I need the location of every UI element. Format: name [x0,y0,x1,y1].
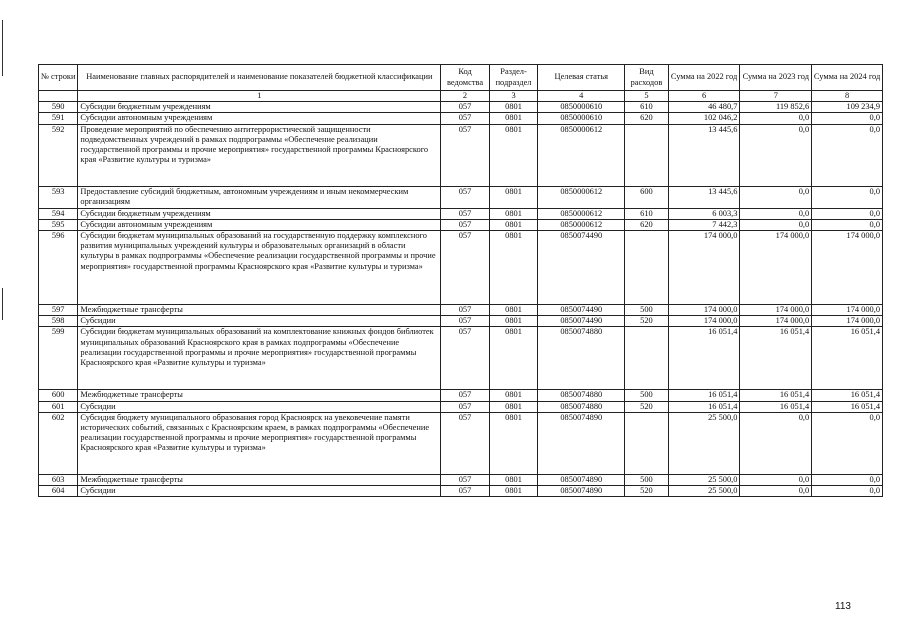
sum-2022-cell: 46 480,7 [668,102,740,113]
target-cell: 0850000612 [538,208,625,219]
row-name: Предоставление субсидий бюджетным, автономным учреждениям и иным некоммерческим организациям [78,186,441,208]
section-cell: 0801 [489,486,538,497]
expense-type-cell [625,231,668,305]
expense-type-cell [625,327,668,390]
column-index: 8 [812,91,883,102]
sum-2024-cell: 174 000,0 [812,305,883,316]
header-dept-code: Код ведомства [441,65,490,91]
sum-2024-cell: 0,0 [812,486,883,497]
row-name: Субсидии бюджетам муниципальных образований на комплектование книжных фондов библиотек муниципальных образований Красноярского края в рамках подпрограммы «Обеспечение реализации государственной программы и прочие мероприятия» государственной программы Красноярского края «Развитие культуры и туризма» [78,327,441,390]
dept-code-cell: 057 [441,474,490,485]
dept-code-cell: 057 [441,327,490,390]
sum-2022-cell: 25 500,0 [668,486,740,497]
section-cell: 0801 [489,305,538,316]
scan-edge-mark [2,20,3,76]
sum-2024-cell: 174 000,0 [812,316,883,327]
sum-2022-cell: 16 051,4 [668,390,740,401]
dept-code-cell: 057 [441,231,490,305]
sum-2024-cell: 16 051,4 [812,390,883,401]
sum-2023-cell: 174 000,0 [740,316,812,327]
row-name: Субсидии автономным учреждениям [78,219,441,230]
row-number: 599 [39,327,78,390]
row-name: Проведение мероприятий по обеспечению антитеррористической защищенности подведомственных учреждений в рамках подпрограммы «Обеспечение реализации государственной программы и прочие мероприятия» государственной программы Красноярского края «Развитие культуры и туризма» [78,124,441,186]
table-row [39,412,883,474]
sum-2023-cell: 174 000,0 [740,231,812,305]
sum-2023-cell: 16 051,4 [740,401,812,412]
row-name: Субсидии бюджетным учреждениям [78,208,441,219]
target-cell: 0850000612 [538,219,625,230]
table-header [39,65,883,91]
table-row [39,401,883,412]
sum-2022-cell: 7 442,3 [668,219,740,230]
row-name: Субсидии [78,316,441,327]
sum-2022-cell: 16 051,4 [668,327,740,390]
sum-2022-cell: 174 000,0 [668,305,740,316]
sum-2022-cell: 174 000,0 [668,231,740,305]
column-index: 1 [78,91,441,102]
expense-type-cell: 610 [625,208,668,219]
section-cell: 0801 [489,316,538,327]
expense-type-cell [625,412,668,474]
page-number: 113 [835,601,851,612]
row-name: Межбюджетные трансферты [78,305,441,316]
sum-2024-cell: 0,0 [812,412,883,474]
target-cell: 0850000610 [538,102,625,113]
row-number: 598 [39,316,78,327]
row-number: 595 [39,219,78,230]
sum-2023-cell: 0,0 [740,412,812,474]
sum-2023-cell: 16 051,4 [740,390,812,401]
dept-code-cell: 057 [441,102,490,113]
table-row [39,113,883,124]
dept-code-cell: 057 [441,113,490,124]
target-cell: 0850074890 [538,486,625,497]
row-name: Субсидии [78,486,441,497]
sum-2022-cell: 6 003,3 [668,208,740,219]
target-cell: 0850074890 [538,474,625,485]
row-number: 593 [39,186,78,208]
expense-type-cell: 500 [625,474,668,485]
target-cell: 0850074880 [538,401,625,412]
sum-2023-cell: 0,0 [740,113,812,124]
expense-type-cell: 600 [625,186,668,208]
expense-type-cell: 610 [625,102,668,113]
sum-2024-cell: 0,0 [812,186,883,208]
header-name: Наименование главных распорядителей и наименование показателей бюджетной классификации [78,65,441,91]
table-row [39,208,883,219]
table-row [39,124,883,186]
sum-2023-cell: 119 852,6 [740,102,812,113]
target-cell: 0850000612 [538,186,625,208]
row-number: 592 [39,124,78,186]
sum-2024-cell: 0,0 [812,219,883,230]
sum-2024-cell: 16 051,4 [812,327,883,390]
table-row [39,327,883,390]
row-name: Субсидия бюджету муниципального образования город Красноярск на увековечение памяти исторических событий, связанных с Красноярским краем, в рамках подпрограммы «Обеспечение реализации государственной программы и прочие мероприятия» государственной программы Красноярского края «Развитие культуры и туризма» [78,412,441,474]
expense-type-cell: 620 [625,113,668,124]
sum-2024-cell: 0,0 [812,124,883,186]
expense-type-cell: 520 [625,316,668,327]
section-cell: 0801 [489,474,538,485]
header-section: Раздел-подраздел [489,65,538,91]
row-number: 596 [39,231,78,305]
column-index: 6 [668,91,740,102]
sum-2023-cell: 16 051,4 [740,327,812,390]
column-index-row [39,91,883,102]
sum-2023-cell: 174 000,0 [740,305,812,316]
header-target: Целевая статья [538,65,625,91]
expense-type-cell [625,124,668,186]
row-name: Субсидии бюджетным учреждениям [78,102,441,113]
row-number: 600 [39,390,78,401]
row-name: Субсидии бюджетам муниципальных образований на государственную поддержку комплексного развития муниципальных учреждений культуры и образовательных организаций в области культуры в рамках подпрограммы «Обеспечение реализации государственной программы и прочие мероприятия» государственной программы Красноярского края «Развитие культуры и туризма» [78,231,441,305]
target-cell: 0850074490 [538,231,625,305]
target-cell: 0850000610 [538,113,625,124]
dept-code-cell: 057 [441,316,490,327]
table-row [39,186,883,208]
section-cell: 0801 [489,113,538,124]
dept-code-cell: 057 [441,390,490,401]
dept-code-cell: 057 [441,401,490,412]
row-number: 602 [39,412,78,474]
table-row [39,390,883,401]
column-index [39,91,78,102]
target-cell: 0850074490 [538,305,625,316]
sum-2022-cell: 25 500,0 [668,474,740,485]
sum-2022-cell: 16 051,4 [668,401,740,412]
sum-2023-cell: 0,0 [740,208,812,219]
table-body [39,91,883,497]
row-number: 597 [39,305,78,316]
table-row [39,486,883,497]
dept-code-cell: 057 [441,124,490,186]
column-index: 4 [538,91,625,102]
header-sum-2024: Сумма на 2024 год [812,65,883,91]
target-cell: 0850074490 [538,316,625,327]
sum-2024-cell: 0,0 [812,208,883,219]
expense-type-cell: 520 [625,401,668,412]
expense-type-cell: 500 [625,390,668,401]
section-cell: 0801 [489,231,538,305]
row-number: 594 [39,208,78,219]
sum-2024-cell: 174 000,0 [812,231,883,305]
dept-code-cell: 057 [441,412,490,474]
dept-code-cell: 057 [441,219,490,230]
column-index: 3 [489,91,538,102]
sum-2022-cell: 13 445,6 [668,186,740,208]
row-number: 591 [39,113,78,124]
column-index: 2 [441,91,490,102]
sum-2024-cell: 0,0 [812,474,883,485]
dept-code-cell: 057 [441,208,490,219]
row-number: 590 [39,102,78,113]
row-name: Межбюджетные трансферты [78,390,441,401]
row-name: Субсидии [78,401,441,412]
sum-2023-cell: 0,0 [740,186,812,208]
table-row [39,305,883,316]
header-sum-2023: Сумма на 2023 год [740,65,812,91]
section-cell: 0801 [489,186,538,208]
table-row [39,219,883,230]
section-cell: 0801 [489,390,538,401]
sum-2022-cell: 25 500,0 [668,412,740,474]
budget-table [38,64,883,497]
column-index: 7 [740,91,812,102]
target-cell: 0850074890 [538,412,625,474]
row-name: Субсидии автономным учреждениям [78,113,441,124]
column-index: 5 [625,91,668,102]
target-cell: 0850000612 [538,124,625,186]
section-cell: 0801 [489,401,538,412]
row-number: 601 [39,401,78,412]
header-sum-2022: Сумма на 2022 год [668,65,740,91]
sum-2024-cell: 109 234,9 [812,102,883,113]
header-expense-type: Вид расходов [625,65,668,91]
scan-edge-mark [2,288,3,320]
sum-2024-cell: 16 051,4 [812,401,883,412]
sum-2023-cell: 0,0 [740,474,812,485]
sum-2022-cell: 174 000,0 [668,316,740,327]
dept-code-cell: 057 [441,305,490,316]
dept-code-cell: 057 [441,486,490,497]
sum-2023-cell: 0,0 [740,124,812,186]
row-name: Межбюджетные трансферты [78,474,441,485]
row-number: 603 [39,474,78,485]
section-cell: 0801 [489,208,538,219]
section-cell: 0801 [489,124,538,186]
expense-type-cell: 620 [625,219,668,230]
target-cell: 0850074880 [538,327,625,390]
expense-type-cell: 500 [625,305,668,316]
dept-code-cell: 057 [441,186,490,208]
section-cell: 0801 [489,327,538,390]
sum-2023-cell: 0,0 [740,486,812,497]
table-row [39,474,883,485]
sum-2022-cell: 13 445,6 [668,124,740,186]
target-cell: 0850074880 [538,390,625,401]
sum-2023-cell: 0,0 [740,219,812,230]
expense-type-cell: 520 [625,486,668,497]
sum-2024-cell: 0,0 [812,113,883,124]
header-row-no: № строки [39,65,78,91]
section-cell: 0801 [489,102,538,113]
section-cell: 0801 [489,412,538,474]
table-row [39,231,883,305]
table-row [39,316,883,327]
row-number: 604 [39,486,78,497]
table-row [39,102,883,113]
section-cell: 0801 [489,219,538,230]
sum-2022-cell: 102 046,2 [668,113,740,124]
